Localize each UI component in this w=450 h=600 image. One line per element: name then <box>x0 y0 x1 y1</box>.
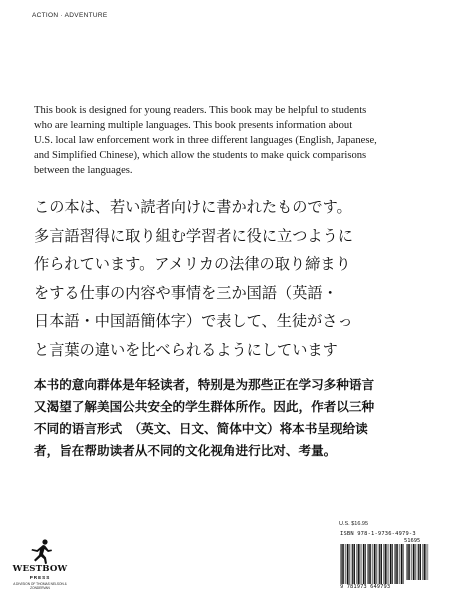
barcode-bar <box>406 544 407 580</box>
english-line: and Simplified Chinese), which allow the students to make quick comparisons <box>34 150 367 161</box>
english-line: This book is designed for young readers. This book may be helpful to students <box>34 105 367 116</box>
barcode-bar <box>389 544 390 584</box>
barcode-bar <box>395 544 396 584</box>
english-line: who are learning multiple languages. This book presents information about <box>34 120 353 131</box>
barcode-bar <box>356 544 357 584</box>
barcode-bar <box>392 544 393 584</box>
barcode-bar <box>407 544 408 580</box>
barcode-bar <box>417 544 418 580</box>
barcode-bar <box>425 544 426 580</box>
chinese-line: 本书的意向群体是年轻读者，特别是为那些正在学习多种语言 <box>34 377 375 392</box>
barcode-bar <box>403 544 404 584</box>
barcode-bar <box>340 544 341 584</box>
barcode-bar <box>386 544 387 584</box>
category-label: ACTION · ADVENTURE <box>32 12 108 19</box>
barcode-bar <box>352 544 353 584</box>
barcode-bar <box>397 544 398 584</box>
barcode-bar <box>379 544 380 584</box>
japanese-line: 多言語習得に取り組む学習者に役に立つように <box>34 226 353 245</box>
english-blurb <box>34 103 424 178</box>
barcode-bar <box>358 544 359 584</box>
price-addon-barcode <box>406 544 430 580</box>
chinese-line: 者，旨在帮助读者从不同的文化视角进行比对、考量。 <box>34 443 337 458</box>
barcode-bar <box>411 544 412 580</box>
publisher-press: PRESS <box>29 575 51 580</box>
publisher-name: WESTBOW <box>12 564 68 574</box>
barcode-bar <box>399 544 400 584</box>
barcode-bar <box>390 544 391 584</box>
barcode-bar <box>370 544 371 584</box>
barcode-bar <box>415 544 416 580</box>
barcode-bar <box>428 544 429 580</box>
barcode-bar <box>341 544 342 584</box>
barcode-bar <box>409 544 410 580</box>
barcode-digits: 9 781973 649793 <box>340 584 391 590</box>
barcode-bar <box>362 544 363 584</box>
chinese-line: 又渴望了解美国公共安全的学生群体所作。因此，作者以三种 <box>34 399 375 414</box>
barcode-bar <box>385 544 386 584</box>
price-label: U.S. $16.95 <box>339 521 369 527</box>
barcode-bar <box>345 544 346 584</box>
barcode-bar <box>401 544 402 584</box>
barcode-bar <box>343 544 344 584</box>
barcode-bar <box>376 544 377 584</box>
barcode-bar <box>363 544 364 584</box>
japanese-line: をする仕事の内容や事情を三か国語（英語・ <box>34 283 338 302</box>
japanese-line: 作られています。アメリカの法律の取り締まり <box>34 255 351 273</box>
barcode-bar <box>365 544 366 584</box>
barcode-bar <box>368 544 369 584</box>
barcode-bar <box>381 544 382 584</box>
barcode-bar <box>374 544 375 584</box>
barcode-bar <box>424 544 425 580</box>
barcode-bar <box>351 544 352 584</box>
isbn-number: ISBN 978-1-9736-4979-3 <box>340 531 416 537</box>
barcode-bar <box>418 544 419 580</box>
isbn-barcode <box>340 544 404 584</box>
barcode-bar <box>359 544 360 584</box>
japanese-blurb <box>34 193 434 364</box>
barcode-bar <box>354 544 355 584</box>
barcode-bar <box>378 544 379 584</box>
runner-silhouette-icon <box>26 538 56 564</box>
japanese-line: この本は、若い読者向けに書かれたものです。 <box>34 198 352 216</box>
japanese-line: 日本語・中国語簡体字）で表して、生徒がさっ <box>34 312 353 330</box>
barcode-bar <box>349 544 350 584</box>
chinese-blurb <box>34 374 434 462</box>
english-line: U.S. local law enforcement work in three different languages (English, Japanese, <box>34 135 377 146</box>
barcode-bar <box>413 544 414 580</box>
publisher-subline: A DIVISION OF THOMAS NELSON & ZONDERVAN <box>13 582 67 590</box>
barcode-bar <box>372 544 373 584</box>
barcode-bar <box>383 544 384 584</box>
price-code: 51695 <box>404 538 421 544</box>
barcode-bar <box>367 544 368 584</box>
barcode-bar <box>420 544 421 580</box>
barcode-bar <box>394 544 395 584</box>
publisher-logo <box>10 538 80 596</box>
chinese-line: 不同的语言形式 （英文、日文、简体中文）将本书呈现给读 <box>34 421 368 436</box>
barcode-bar <box>347 544 348 584</box>
english-line: between the languages. <box>34 165 133 176</box>
barcode-bar <box>422 544 423 580</box>
japanese-line: と言葉の違いを比べられるようにしています <box>34 340 338 359</box>
